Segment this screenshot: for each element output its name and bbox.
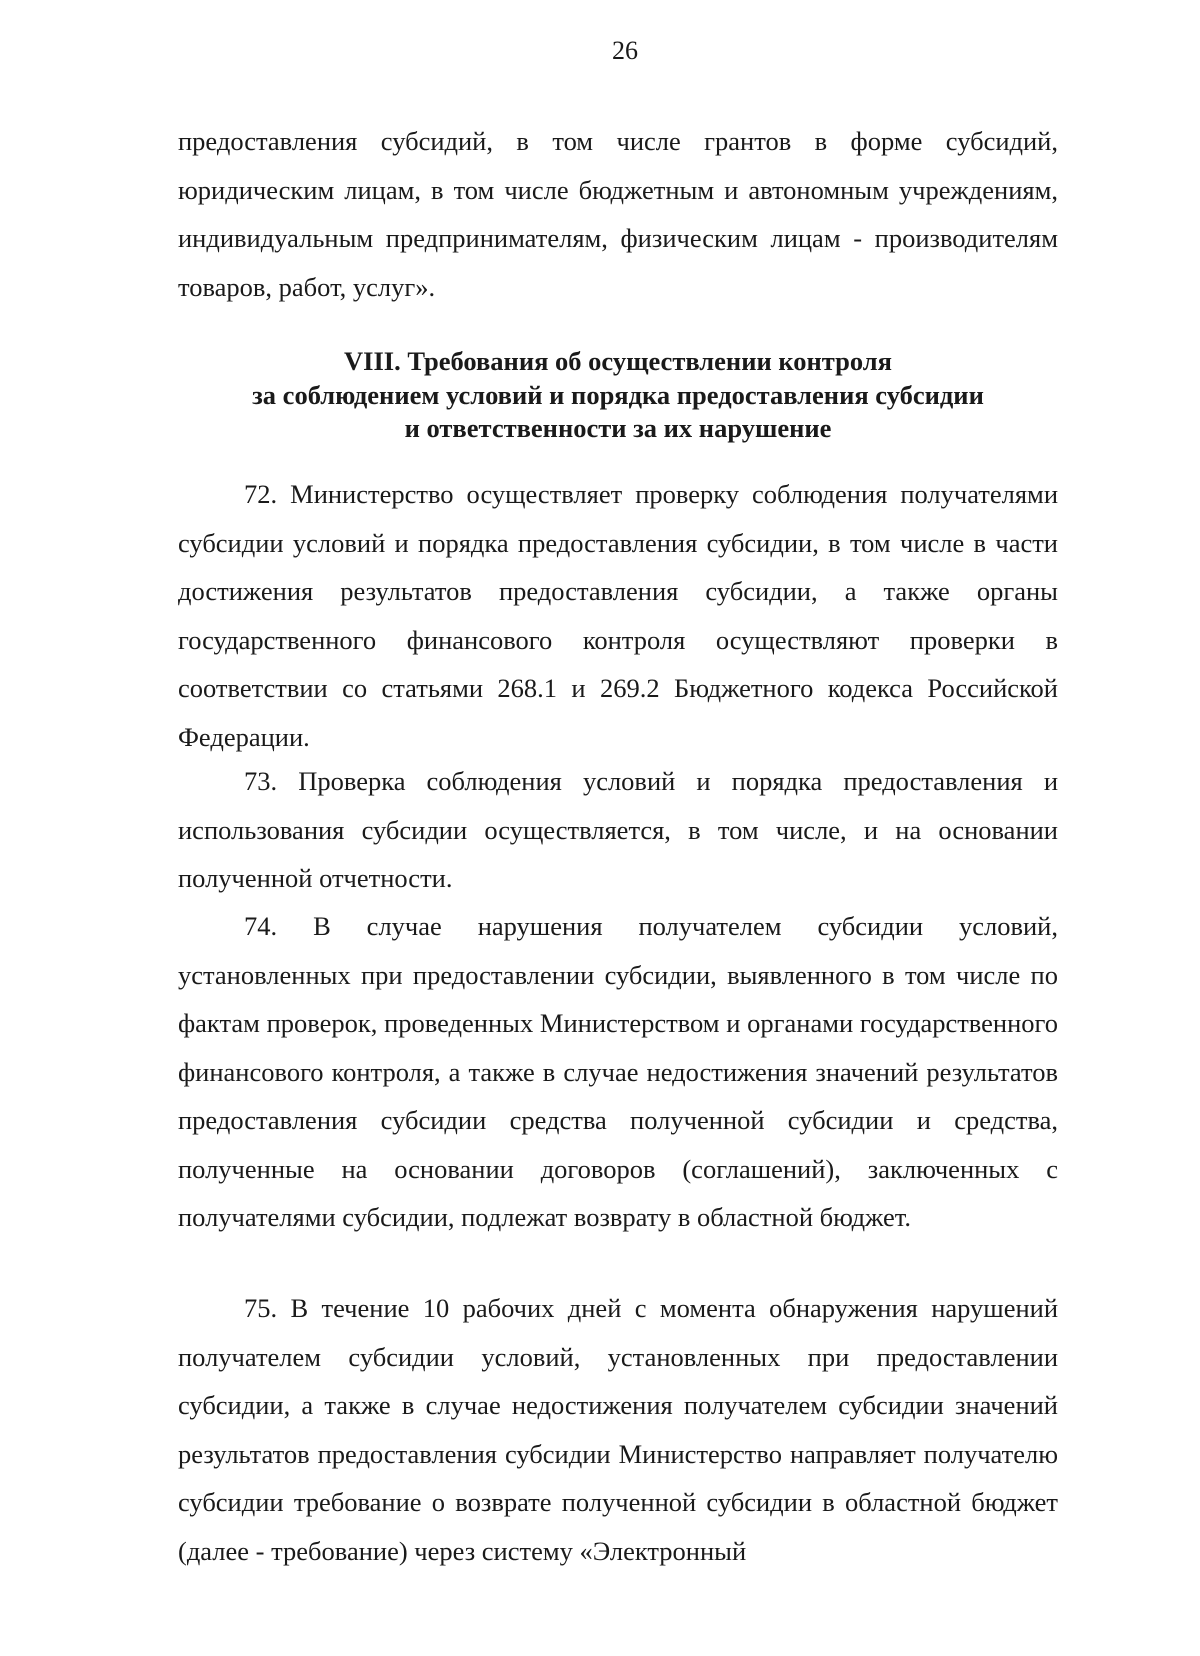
paragraph-75: 75. В течение 10 рабочих дней с момента обнаружения нарушений получателем субсидии условий, установленных при предоставлении субсидии, а также в случае недостижения получателем субсидии значений результатов предоставления субсидии Министерство направляет получателю субсидии требование о возврате полученной субсидии в областной бюджет (далее - требование) через систему «Электронный bbox=[178, 1293, 1058, 1566]
paragraph-intro: предоставления субсидий, в том числе грантов в форме субсидий, юридическим лицам, в том числе бюджетным и автономным учреждениям, индивидуальным предпринимателям, физическим лицам - производителям товаров, работ, услуг». bbox=[178, 126, 1058, 302]
section-heading bbox=[178, 345, 1058, 446]
paragraph-74: 74. В случае нарушения получателем субсидии условий, установленных при предоставлении субсидии, выявленного в том числе по фактам проверок, проведенных Министерством и органами государственного финансового контроля, а также в случае недостижения значений результатов предоставления субсидии средства полученной субсидии и средства, полученные на основании договоров (соглашений), заключенных с получателями субсидии, подлежат возврату в областной бюджет. bbox=[178, 911, 1058, 1232]
paragraph-73: 73. Проверка соблюдения условий и порядка предоставления и использования субсидии осуществляется, в том числе, и на основании полученной отчетности. bbox=[178, 766, 1058, 893]
page-number: 26 bbox=[612, 36, 638, 65]
section-heading-line-3: и ответственности за их нарушение bbox=[404, 413, 832, 443]
section-heading-line-2: за соблюдением условий и порядка предоставления субсидии bbox=[252, 379, 984, 410]
section-heading-line-1: VIII. Требования об осуществлении контроля bbox=[344, 346, 892, 376]
paragraph-72: 72. Министерство осуществляет проверку соблюдения получателями субсидии условий и порядка предоставления субсидии, в том числе в части достижения результатов предоставления субсидии, а также органы государственного финансового контроля осуществляют проверки в соответствии со статьями 268.1 и 269.2 Бюджетного кодекса Российской Федерации. bbox=[178, 479, 1058, 752]
